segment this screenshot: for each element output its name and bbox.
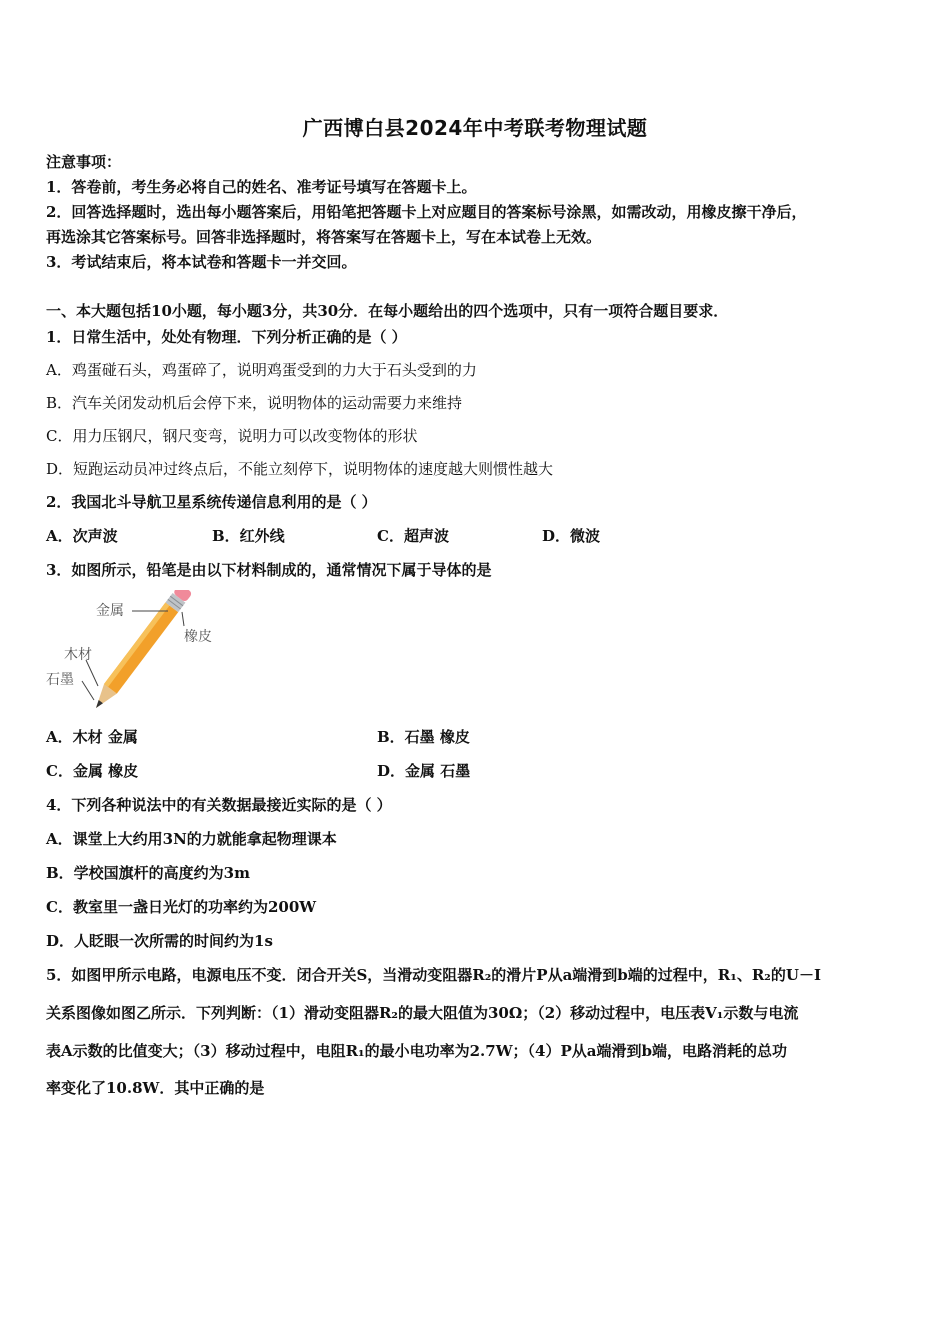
q1-option-b: B．汽车关闭发动机后会停下来，说明物体的运动需要力来维持 — [46, 394, 463, 412]
q5-line-4: 率变化了10.8W．其中正确的是 — [46, 1079, 265, 1097]
q5-line-3: 表A示数的比值变大；（3）移动过程中，电阻R₁的最小电功率为2.7W；（4）P从a端滑到b端，电路消耗的总功 — [46, 1042, 787, 1060]
notice-item-2: 2．回答选择题时，选出每小题答案后，用铅笔把答题卡上对应题目的答案标号涂黑，如需改动，用橡皮擦干净后， — [46, 203, 807, 221]
label-graphite: 石墨 — [46, 672, 74, 688]
q3-option-b: B．石墨 橡皮 — [377, 728, 470, 746]
label-wood: 木材 — [64, 647, 92, 663]
pencil-figure — [44, 590, 244, 715]
q2-stem: 2．我国北斗导航卫星系统传递信息利用的是（ ） — [46, 493, 377, 511]
q5-line-2: 关系图像如图乙所示．下列判断：（1）滑动变阻器R₂的最大阻值为30Ω；（2）移动过程中，电压表V₁示数与电流 — [46, 1004, 799, 1022]
notice-heading: 注意事项： — [46, 153, 122, 171]
notice-item-2-cont: 再选涂其它答案标号。回答非选择题时，将答案写在答题卡上，写在本试卷上无效。 — [46, 228, 602, 246]
q3-option-c: C．金属 橡皮 — [46, 762, 139, 780]
q2-option-c: C．超声波 — [377, 527, 449, 545]
q1-stem: 1．日常生活中，处处有物理．下列分析正确的是（ ） — [46, 328, 407, 346]
q3-option-a: A．木材 金属 — [46, 728, 138, 746]
q4-option-c: C．教室里一盏日光灯的功率约为200W — [46, 898, 317, 916]
section-heading: 一、本大题包括10小题，每小题3分，共30分．在每小题给出的四个选项中，只有一项符合题目要求． — [46, 302, 729, 320]
q2-option-b: B．红外线 — [212, 527, 285, 545]
q3-stem: 3．如图所示，铅笔是由以下材料制成的，通常情况下属于导体的是 — [46, 561, 492, 579]
q4-option-d: D．人眨眼一次所需的时间约为1s — [46, 932, 273, 950]
q1-option-c: C．用力压钢尺，钢尺变弯，说明力可以改变物体的形状 — [46, 427, 418, 445]
q4-option-b: B．学校国旗杆的高度约为3m — [46, 864, 250, 882]
q1-option-a: A．鸡蛋碰石头，鸡蛋碎了，说明鸡蛋受到的力大于石头受到的力 — [46, 361, 477, 379]
q4-stem: 4．下列各种说法中的有关数据最接近实际的是（ ） — [46, 796, 392, 814]
q1-option-d: D．短跑运动员冲过终点后，不能立刻停下，说明物体的速度越大则惯性越大 — [46, 460, 554, 478]
label-metal: 金属 — [96, 603, 124, 619]
notice-item-3: 3．考试结束后，将本试卷和答题卡一并交回。 — [46, 253, 357, 271]
q5-line-1: 5．如图甲所示电路，电源电压不变．闭合开关S，当滑动变阻器R₂的滑片P从a端滑到b端的过程中，R₁、R₂的U－I — [46, 966, 821, 984]
label-eraser: 橡皮 — [184, 629, 212, 645]
q3-option-d: D．金属 石墨 — [377, 762, 471, 780]
page-title: 广西博白县2024年中考联考物理试题 — [302, 116, 648, 140]
q4-option-a: A．课堂上大约用3N的力就能拿起物理课本 — [46, 830, 337, 848]
notice-item-1: 1．答卷前，考生务必将自己的姓名、准考证号填写在答题卡上。 — [46, 178, 477, 196]
q2-option-d: D．微波 — [542, 527, 601, 545]
q2-option-a: A．次声波 — [46, 527, 118, 545]
